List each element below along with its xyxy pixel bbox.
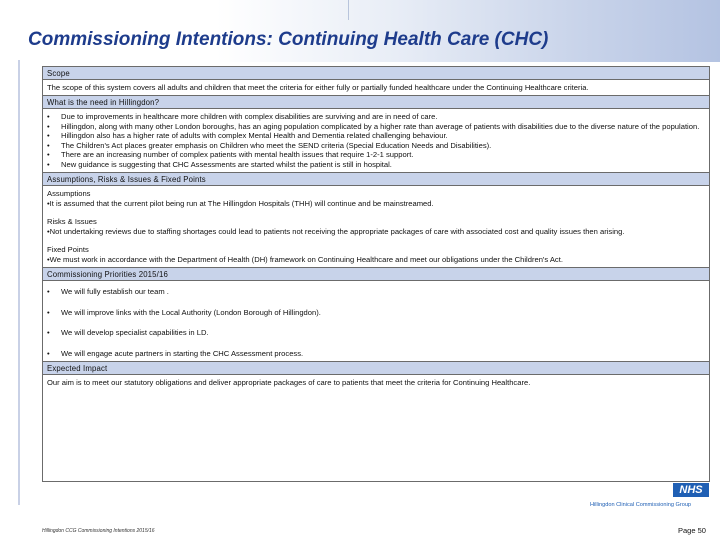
priority-item-text: We will develop specialist capabilities in LD. bbox=[61, 328, 209, 338]
bullet: • bbox=[47, 348, 50, 358]
intentions-table bbox=[42, 66, 710, 482]
list-item bbox=[47, 131, 705, 140]
bullet: • bbox=[47, 140, 50, 150]
fixed-points-block bbox=[47, 245, 705, 264]
priority-item-text: We will fully establish our team . bbox=[61, 287, 169, 297]
priority-item-text: We will engage acute partners in starting the CHC Assessment process. bbox=[61, 348, 304, 358]
assumptions-label: Assumptions bbox=[47, 189, 91, 199]
list-item bbox=[47, 308, 705, 317]
assumptions-heading: Assumptions, Risks & Issues & Fixed Points bbox=[43, 173, 709, 186]
need-item-text: There are an increasing number of complex patients with mental health issues that require 1-2-1 support. bbox=[61, 150, 414, 160]
header-divider bbox=[348, 0, 349, 20]
assumptions-text: •It is assumed that the current pilot being run at The Hillingdon Hospitals (THH) will continue and be mainstreamed. bbox=[47, 198, 434, 208]
priorities-heading: Commissioning Priorities 2015/16 bbox=[43, 268, 709, 281]
list-item bbox=[47, 160, 705, 169]
scope-text: The scope of this system covers all adults and children that meet the criteria for either fully or partially funded healthcare under the Continuing Healthcare criteria. bbox=[43, 80, 709, 96]
footer-document-title: Hillingdon CCG Commissioning Intentions 2015/16 bbox=[42, 528, 155, 534]
bullet: • bbox=[47, 150, 50, 160]
bullet: • bbox=[47, 328, 50, 338]
list-item bbox=[47, 150, 705, 159]
need-item-text: New guidance is suggesting that CHC Assessments are started whilst the patient is still in hospital. bbox=[61, 159, 392, 169]
list-item bbox=[47, 141, 705, 150]
priorities-list bbox=[43, 281, 709, 362]
fixed-points-label: Fixed Points bbox=[47, 245, 89, 255]
ccg-name: Hillingdon Clinical Commissioning Group bbox=[590, 502, 692, 508]
need-list bbox=[43, 109, 709, 173]
list-item bbox=[47, 122, 705, 131]
bullet: • bbox=[47, 121, 50, 131]
risks-text: •Not undertaking reviews due to staffing shortages could lead to patients not receiving the appropriate packages of care with associated cost and quality issues then arising. bbox=[47, 226, 625, 236]
list-item bbox=[47, 349, 705, 358]
need-heading: What is the need in Hillingdon? bbox=[43, 96, 709, 109]
need-item-text: Hillingdon, along with many other London boroughs, has an aging population complicated by a higher rate than average of patients with disabilities due to the diverse nature of the population. bbox=[61, 121, 700, 131]
list-item bbox=[47, 328, 705, 337]
page-title: Commissioning Intentions: Continuing Health Care (CHC) bbox=[28, 29, 549, 50]
scope-heading: Scope bbox=[43, 67, 709, 80]
list-item bbox=[47, 287, 705, 296]
need-item-text: The Children's Act places greater emphasis on Children who meet the SEND criteria (Special Education Needs and Disabilities). bbox=[61, 140, 492, 150]
left-rule bbox=[18, 60, 20, 505]
assumptions-section bbox=[43, 186, 709, 268]
nhs-logo: NHS bbox=[673, 483, 709, 497]
need-item-text: Due to improvements in healthcare more children with complex disabilities are surviving and are in need of care. bbox=[61, 112, 438, 122]
bullet: • bbox=[47, 287, 50, 297]
bullet: • bbox=[47, 307, 50, 317]
bullet: • bbox=[47, 112, 50, 122]
fixed-points-text: •We must work in accordance with the Department of Health (DH) framework on Continuing Healthcare and meet our obligations under the Children's Act. bbox=[47, 254, 563, 264]
page-number: Page 50 bbox=[678, 526, 706, 535]
risks-label: Risks & Issues bbox=[47, 217, 97, 227]
risks-block bbox=[47, 217, 705, 236]
assumptions-block bbox=[47, 189, 705, 208]
bullet: • bbox=[47, 159, 50, 169]
list-item bbox=[47, 112, 705, 121]
impact-heading: Expected Impact bbox=[43, 362, 709, 375]
priority-item-text: We will improve links with the Local Authority (London Borough of Hillingdon). bbox=[61, 307, 321, 317]
impact-text: Our aim is to meet our statutory obligations and deliver appropriate packages of care to patients that meet the criteria for Continuing Healthcare. bbox=[47, 378, 531, 388]
need-item-text: Hillingdon also has a higher rate of adults with complex Mental Health and Dementia related challenging behaviour. bbox=[61, 131, 448, 141]
bullet: • bbox=[47, 131, 50, 141]
